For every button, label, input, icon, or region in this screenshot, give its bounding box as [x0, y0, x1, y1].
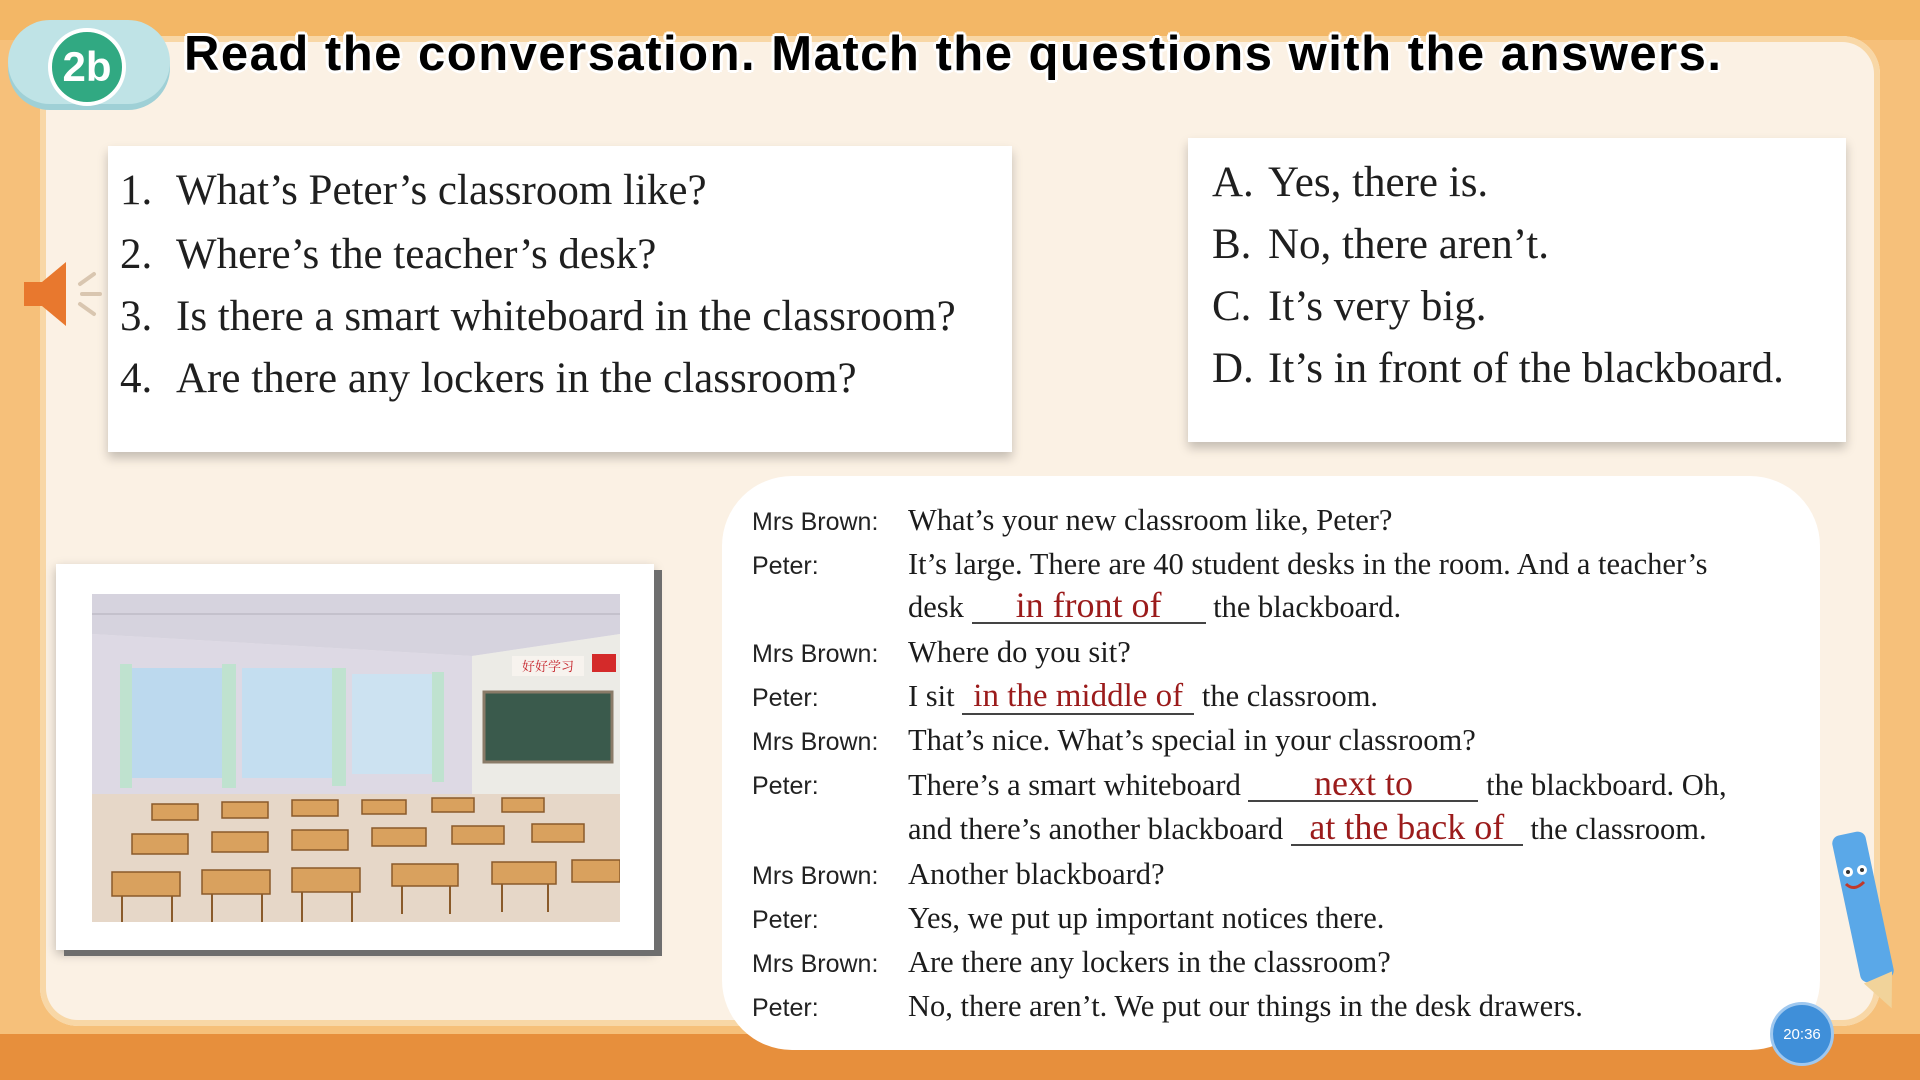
dialog-line: No, there aren’t. We put our things in the desk drawers. — [908, 989, 1583, 1023]
dialog-line: and there’s another blackboard at the back of the classroom. — [908, 807, 1707, 847]
slogan-banner: 好好学习 — [521, 660, 575, 675]
section-badge: 2b — [48, 28, 126, 106]
answer-blank: at the back of — [1291, 810, 1523, 846]
question-item: 4. Are there any lockers in the classroom? — [120, 355, 857, 402]
dialog-line: What’s your new classroom like, Peter? — [908, 503, 1393, 537]
speaker-label: Peter: — [752, 552, 819, 580]
timer-badge: 20:36 — [1770, 1002, 1834, 1066]
question-item: 1. What’s Peter’s classroom like? — [120, 167, 707, 214]
dialog-line: desk in front of the blackboard. — [908, 585, 1402, 625]
speaker-label: Mrs Brown: — [752, 640, 879, 668]
speaker-icon — [20, 254, 104, 334]
questions-card — [108, 146, 1012, 452]
speaker-label: Mrs Brown: — [752, 862, 879, 890]
speaker-label: Peter: — [752, 684, 819, 712]
answer-item: B. No, there aren’t. — [1212, 221, 1549, 268]
answer-blank: in front of — [972, 588, 1206, 624]
dialog-line: There’s a smart whiteboard next to the blackboard. Oh, — [908, 763, 1727, 803]
speaker-label: Mrs Brown: — [752, 728, 879, 756]
pencil-mascot — [1826, 812, 1896, 1022]
dialog-line: Are there any lockers in the classroom? — [908, 945, 1391, 979]
answer-item: D. It’s in front of the blackboard. — [1212, 345, 1784, 392]
question-item: 3. Is there a smart whiteboard in the classroom? — [120, 293, 956, 340]
answer-item: C. It’s very big. — [1212, 283, 1487, 330]
page-title: Read the conversation. Match the questions with the answers. — [184, 27, 1723, 81]
speaker-label: Peter: — [752, 906, 819, 934]
question-item: 2. Where’s the teacher’s desk? — [120, 231, 657, 278]
dialog-line: Yes, we put up important notices there. — [908, 901, 1385, 935]
classroom-photo-frame — [56, 564, 654, 950]
dialog-line: That’s nice. What’s special in your classroom? — [908, 723, 1476, 757]
speaker-label: Mrs Brown: — [752, 950, 879, 978]
answer-blank: next to — [1248, 766, 1478, 802]
classroom-illustration — [92, 594, 620, 922]
speaker-label: Peter: — [752, 772, 819, 800]
audio-play-button[interactable] — [20, 254, 104, 334]
dialog-line: Another blackboard? — [908, 857, 1165, 891]
answers-card — [1188, 138, 1846, 442]
speaker-label: Mrs Brown: — [752, 508, 879, 536]
answer-blank: in the middle of — [962, 679, 1194, 715]
answer-item: A. Yes, there is. — [1212, 159, 1489, 206]
dialog-line: I sit in the middle of the classroom. — [908, 678, 1379, 714]
dialog-line: It’s large. There are 40 student desks in the room. And a teacher’s — [908, 547, 1708, 581]
dialog-line: Where do you sit? — [908, 635, 1131, 669]
speaker-label: Peter: — [752, 994, 819, 1022]
